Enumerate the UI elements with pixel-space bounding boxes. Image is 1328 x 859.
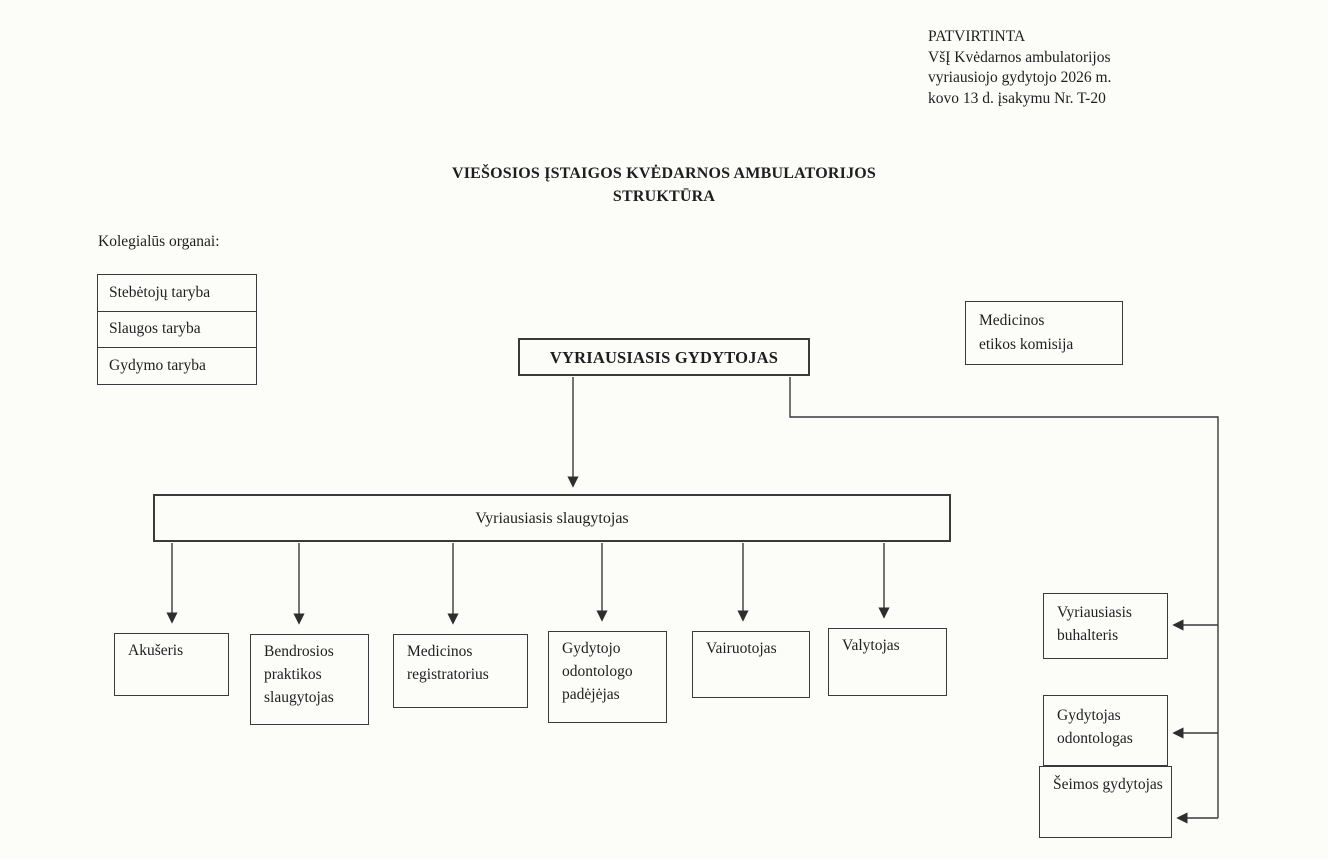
approval-line-2: VšĮ Kvėdarnos ambulatorijos bbox=[928, 48, 1111, 66]
box-family-doctor: Šeimos gydytojas bbox=[1039, 766, 1172, 838]
approval-line-4: kovo 13 d. įsakymu Nr. T-20 bbox=[928, 89, 1106, 107]
box-midwife: Akušeris bbox=[114, 633, 229, 696]
box-medical-registrar: Medicinos registratorius bbox=[393, 634, 528, 708]
box-general-practice-nurse: Bendrosios praktikos slaugytojas bbox=[250, 634, 369, 725]
approval-block bbox=[928, 27, 1111, 109]
box-gydymo-taryba: Gydymo taryba bbox=[98, 347, 256, 384]
collegial-organs-stack bbox=[97, 274, 257, 385]
box-slaugos-taryba: Slaugos taryba bbox=[98, 311, 256, 348]
approval-line-1: PATVIRTINTA bbox=[928, 28, 1026, 45]
box-chief-accountant: Vyriausiasis buhalteris bbox=[1043, 593, 1168, 659]
box-dentist: Gydytojas odontologas bbox=[1043, 695, 1168, 766]
box-head-nurse: Vyriausiasis slaugytojas bbox=[153, 494, 951, 542]
ethics-committee-line-2: etikos komisija bbox=[979, 336, 1074, 353]
box-ethics-committee bbox=[965, 301, 1123, 365]
box-chief-physician: VYRIAUSIASIS GYDYTOJAS bbox=[518, 338, 810, 376]
collegial-organs-label: Kolegialūs organai: bbox=[98, 233, 220, 250]
box-cleaner: Valytojas bbox=[828, 628, 947, 696]
box-driver: Vairuotojas bbox=[692, 631, 810, 698]
box-stebetoju-taryba: Stebėtojų taryba bbox=[109, 283, 211, 301]
approval-line-3: vyriausiojo gydytojo 2026 m. bbox=[928, 69, 1112, 86]
title-line-2: STRUKTŪRA bbox=[612, 188, 716, 205]
box-dentist-assistant: Gydytojo odontologo padėjėjas bbox=[548, 631, 667, 723]
ethics-committee-line-1: Medicinos bbox=[979, 312, 1045, 329]
document-title bbox=[0, 162, 1328, 208]
title-line-1: VIEŠOSIOS ĮSTAIGOS KVĖDARNOS AMBULATORIJOS bbox=[451, 165, 877, 182]
